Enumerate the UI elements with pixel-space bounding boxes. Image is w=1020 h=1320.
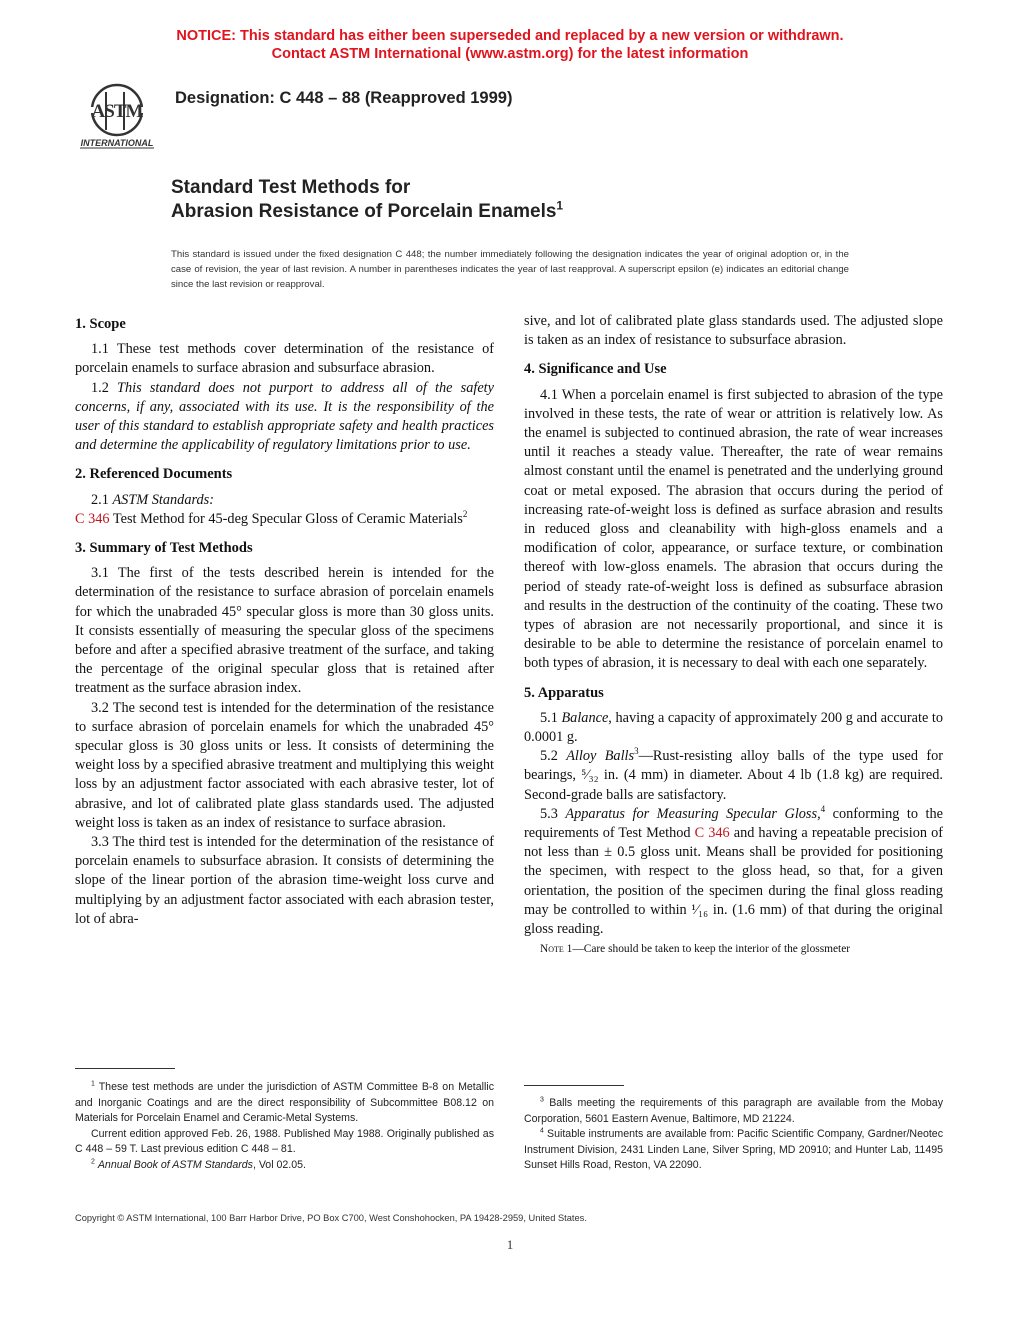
page-number: 1 bbox=[506, 1237, 514, 1252]
footnotes-left bbox=[75, 1080, 494, 1173]
document-title bbox=[171, 176, 563, 224]
footnote-1-edition: Current edition approved Feb. 26, 1988. Published May 1988. Originally published as C 448 – 59 T. Last previous edition C 448 – 81. bbox=[75, 1127, 494, 1155]
logo-caption: INTERNATIONAL bbox=[80, 138, 154, 148]
right-column bbox=[524, 312, 943, 957]
paragraph-5-2: 5.2 Alloy Balls$^3$—Rust-resisting alloy balls of the type used for bearings, ⁵⁄₃₂ in. (4 mm) in diameter. About 4 lb (1.8 kg) are required. Second-grade balls are satisfactory. bbox=[524, 746, 944, 803]
epsilon-symbol: e bbox=[714, 264, 720, 275]
title-footnote-mark: 1 bbox=[556, 198, 564, 213]
footnote-4: $^4$ Suitable instruments are available from: Pacific Scientific Company, Gardner/Neotec Instrument Division, 2431 Linden Lane, Silver Spring, MD 20910; and Hunter Lab, 11495 Sunset Hills Road, Reston, VA 22090. bbox=[524, 1127, 943, 1171]
withdrawal-notice bbox=[0, 27, 1020, 63]
section-heading-scope: 1. Scope bbox=[75, 316, 126, 332]
reference-c346: C 346 Test Method for 45-deg Specular Gloss of Ceramic Materials$^2$ bbox=[75, 509, 468, 527]
footnotes-right bbox=[524, 1096, 943, 1174]
footnote-2: $^2$ Annual Book of ASTM Standards, Vol 02.05. bbox=[91, 1157, 306, 1171]
section-heading-referenced-documents: 2. Referenced Documents bbox=[75, 466, 233, 483]
paragraph-4-1: 4.1 When a porcelain enamel is first subjected to abrasion of the type involved in these tests, the rate of wear or attrition is relatively low. As the enamel is subjected to continued abrasion, the rate of wear increases until it reaches a steady value. Thereafter, the rate of wear remains almost constant until the enamel is penetrated and the underlying ground coat or metal exposed. The abrasion that occurs during the period of increasing rate-of-weight loss is defined as surface abrasion and results in reduced gloss and cleanability with high-gloss enamels and a modification of color, appearance, or surface texture, or combination thereof with low-gloss enamels. The abrasion that occurs during the period of steady rate-of-weight loss is defined as subsurface abrasion and results in the destruction of the continuity of the coating. These two types of abrasion are not necessarily proportional, and since it is desirable to be able to determine the resistance of porcelain enamel to both types of abrasion, it is necessary to deal with each one separately. bbox=[524, 386, 943, 672]
left-column bbox=[75, 311, 494, 929]
paragraph-5-3: 5.3 Apparatus for Measuring Specular Gloss,$^4$ conforming to the requirements of Test Method C 346 and having a repeatable precision of not less than ± 0.5 gloss unit. Means shall be provided for positioning the specimen, with respect to the gloss head, so that, for a given orientation, the position of the specimen during the final gloss reading may be controlled to within ¹⁄₁₆ in. (1.6 mm) of that during the original gloss reading. bbox=[524, 804, 943, 938]
paragraph-5-1: 5.1 Balance, having a capacity of approximately 200 g and accurate to 0.0001 g. bbox=[524, 709, 943, 746]
notice-line-1: NOTICE: This standard has either been superseded and replaced by a new version or withdrawn. bbox=[176, 28, 844, 44]
paragraph-1-2: 1.2 This standard does not purport to address all of the safety concerns, if any, associated with its use. It is the responsibility of the user of this standard to establish appropriate safety and health practices and determine the applicability of regulatory limitations prior to use. bbox=[75, 379, 494, 454]
footnote-3: $^3$ Balls meeting the requirements of this paragraph are available from the Mobay Corporation, 5601 Eastern Avenue, Baltimore, MD 21224. bbox=[524, 1096, 943, 1125]
paragraph-2-1: 2.1 ASTM Standards: bbox=[91, 491, 214, 508]
notice-line-2: Contact ASTM International (www.astm.org) for the latest information bbox=[271, 46, 749, 62]
footnote-1: $^1$ These test methods are under the jurisdiction of ASTM Committee B-8 on Metallic and Inorganic Coatings and are the direct responsibility of Subcommittee B08.12 on Materials for Porcelain Enamel and Ceramic-Metal Systems. bbox=[75, 1080, 494, 1124]
section-heading-apparatus: 5. Apparatus bbox=[524, 684, 604, 701]
section-heading-summary: 3. Summary of Test Methods bbox=[75, 540, 253, 557]
paragraph-3-2: 3.2 The second test is intended for the determination of the resistance to surface abrasion of porcelain enamels for which the unabraded 45° specular gloss is 30 gloss units or less. It consists of determining the weight loss by a specified abrasive treatment and multiplying this weight loss by an adjustment factor associated with each abrasive tester, lot of abrasive, and lot of calibrated plate glass standards used. The adjusted weight loss is taken as an index of resistance to surface abrasion. bbox=[75, 699, 494, 831]
paragraph-3-3-continued: sive, and lot of calibrated plate glass standards used. The adjusted slope is taken as an index of resistance to subsurface abrasion. bbox=[524, 313, 943, 349]
note-1: Note 1—Care should be taken to keep the interior of the glossmeter bbox=[540, 943, 851, 956]
preamble: This standard is issued under the fixed designation C 448; the number immediately following the designation indicates the year of original adoption or, in the case of revision, the year of last revision. A number in parentheses indicates the year of last reapproval. A superscript epsilon (e) indicates an editorial change since the last revision or reapproval. bbox=[171, 249, 849, 290]
title-line-1: Standard Test Methods for bbox=[171, 177, 411, 198]
footnote-rule-left bbox=[75, 1068, 175, 1069]
paragraph-3-3: 3.3 The third test is intended for the determination of the resistance of porcelain enamels to subsurface abrasion. It consists of determining the slope of the linear portion of the abrasion time-weight loss curve and multiplying by an adjustment factor associated with each abrasion tester, lot of abra- bbox=[75, 834, 494, 927]
section-heading-significance: 4. Significance and Use bbox=[524, 361, 667, 378]
logo-letters: ASTM bbox=[91, 101, 143, 122]
paragraph-3-1: 3.1 The first of the tests described herein is intended for the determination of the resistance to surface abrasion of porcelain enamels for which the unabraded 45° specular gloss is more than 30 gloss units. It consists essentially of measuring the specular gloss of the specimens before and after a specified abrasive treatment of the surface, and taking the percentage of the original specular gloss that is retained after treatment as the surface abrasion index. bbox=[75, 565, 494, 697]
reference-link-c346[interactable]: C 346 bbox=[75, 510, 110, 527]
reference-link-c346-inline[interactable]: C 346 bbox=[694, 825, 730, 842]
designation: Designation: C 448 – 88 (Reapproved 1999) bbox=[175, 89, 513, 107]
copyright-line: Copyright © ASTM International, 100 Barr Harbor Drive, PO Box C700, West Conshohocken, PA 19428-2959, United States. bbox=[75, 1213, 587, 1223]
astm-logo bbox=[72, 80, 162, 152]
title-line-2: Abrasion Resistance of Porcelain Enamels bbox=[171, 201, 557, 222]
paragraph-1-1: 1.1 These test methods cover determination of the resistance of porcelain enamels to surface abrasion and subsurface abrasion. bbox=[75, 341, 494, 377]
footnote-rule-right bbox=[524, 1085, 624, 1086]
